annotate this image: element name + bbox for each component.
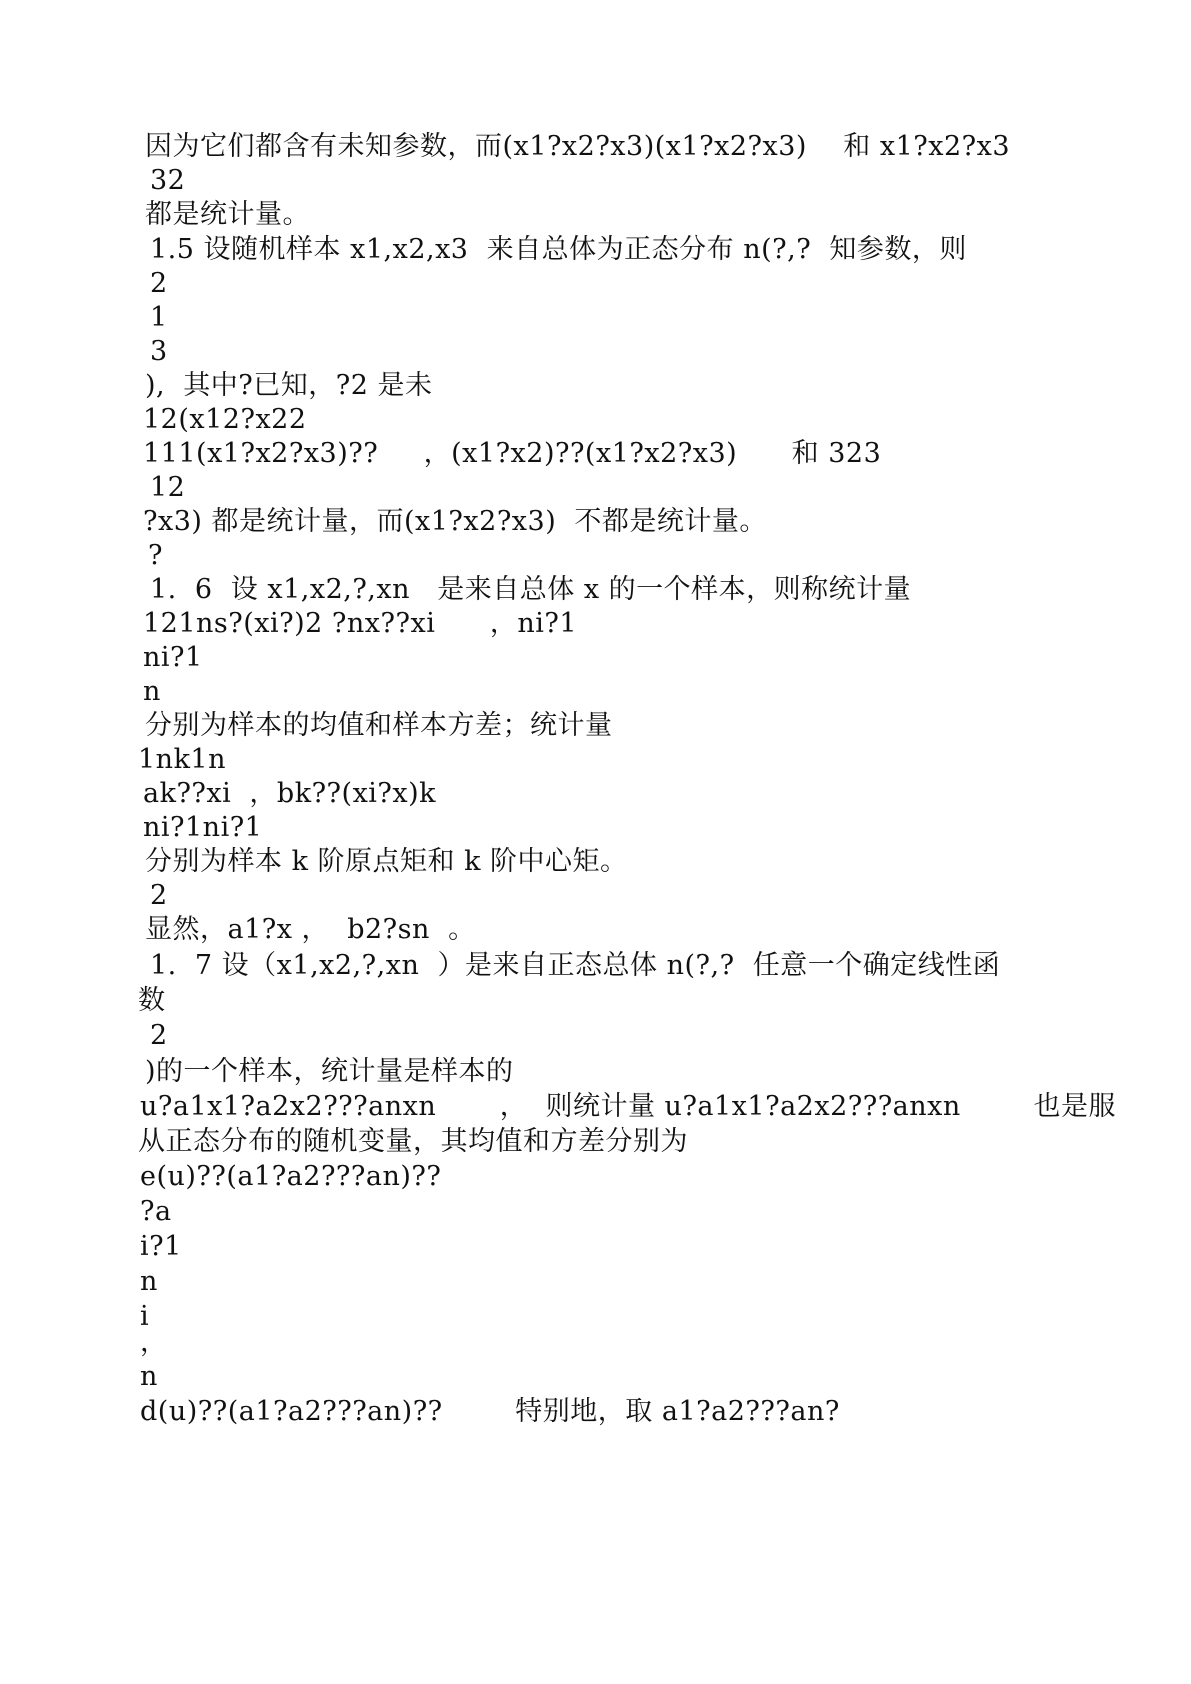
text-line: 121ns?(xi?)2 ?nx??xi ，ni?1 bbox=[143, 608, 577, 639]
text-line: i?1 bbox=[140, 1231, 182, 1262]
text-line: ， bbox=[140, 1327, 168, 1358]
text-line: 32 bbox=[150, 165, 186, 196]
text-line: )的一个样本，统计量是样本的 bbox=[145, 1056, 514, 1087]
text-line: 2 bbox=[150, 880, 168, 911]
text-line: 都是统计量。 bbox=[145, 199, 310, 230]
text-line: 12 bbox=[150, 472, 186, 503]
text-line: 1. 6 设 x1,x2,?,xn 是来自总体 x 的一个样本，则称统计量 bbox=[150, 574, 912, 605]
text-line: 111(x1?x2?x3)?? ，(x1?x2)??(x1?x2?x3) 和 323 bbox=[143, 438, 882, 469]
text-line: ni?1 bbox=[143, 642, 203, 673]
text-line: 2 bbox=[150, 268, 168, 299]
text-line: 分别为样本的均值和样本方差；统计量 bbox=[145, 710, 613, 741]
text-line: u?a1x1?a2x2???anxn ， 则统计量 u?a1x1?a2x2???anxn 也是服 bbox=[140, 1091, 1116, 1122]
text-line: 2 bbox=[150, 1020, 168, 1051]
text-line: e(u)??(a1?a2???an)?? bbox=[140, 1161, 442, 1192]
text-line: ak??xi ，bk??(xi?x)k bbox=[143, 778, 437, 809]
text-line: ), 其中?已知，?2 是未 bbox=[145, 370, 433, 401]
text-line: 1 bbox=[150, 302, 168, 333]
text-line: 因为它们都含有未知参数，而(x1?x2?x3)(x1?x2?x3) 和 x1?x2?x3 bbox=[145, 131, 1011, 162]
text-line: 1.5 设随机样本 x1,x2,x3 来自总体为正态分布 n(?,? 知参数，则 bbox=[150, 234, 967, 265]
text-line: 1. 7 设（x1,x2,?,xn ）是来自正态总体 n(?,? 任意一个确定线性函 bbox=[150, 950, 1001, 981]
text-line: n bbox=[140, 1361, 158, 1392]
text-line: 从正态分布的随机变量，其均值和方差分别为 bbox=[138, 1126, 688, 1157]
text-line: 分别为样本 k 阶原点矩和 k 阶中心矩。 bbox=[145, 846, 628, 877]
text-line: n bbox=[140, 1266, 158, 1297]
text-line: i bbox=[140, 1301, 150, 1332]
text-line: 1nk1n bbox=[138, 744, 226, 775]
text-line: 显然，a1?x ， b2?sn 。 bbox=[145, 914, 476, 945]
text-line: ? bbox=[148, 540, 163, 571]
text-line: 数 bbox=[138, 985, 166, 1016]
text-line: ni?1ni?1 bbox=[143, 812, 263, 843]
text-line: 3 bbox=[150, 336, 168, 367]
text-line: ?x3) 都是统计量，而(x1?x2?x3) 不都是统计量。 bbox=[143, 506, 767, 537]
text-line: d(u)??(a1?a2???an)?? 特别地，取 a1?a2???an? bbox=[140, 1396, 840, 1427]
text-line: ?a bbox=[140, 1196, 172, 1227]
text-line: 12(x12?x22 bbox=[143, 404, 307, 435]
text-line: n bbox=[143, 676, 161, 707]
